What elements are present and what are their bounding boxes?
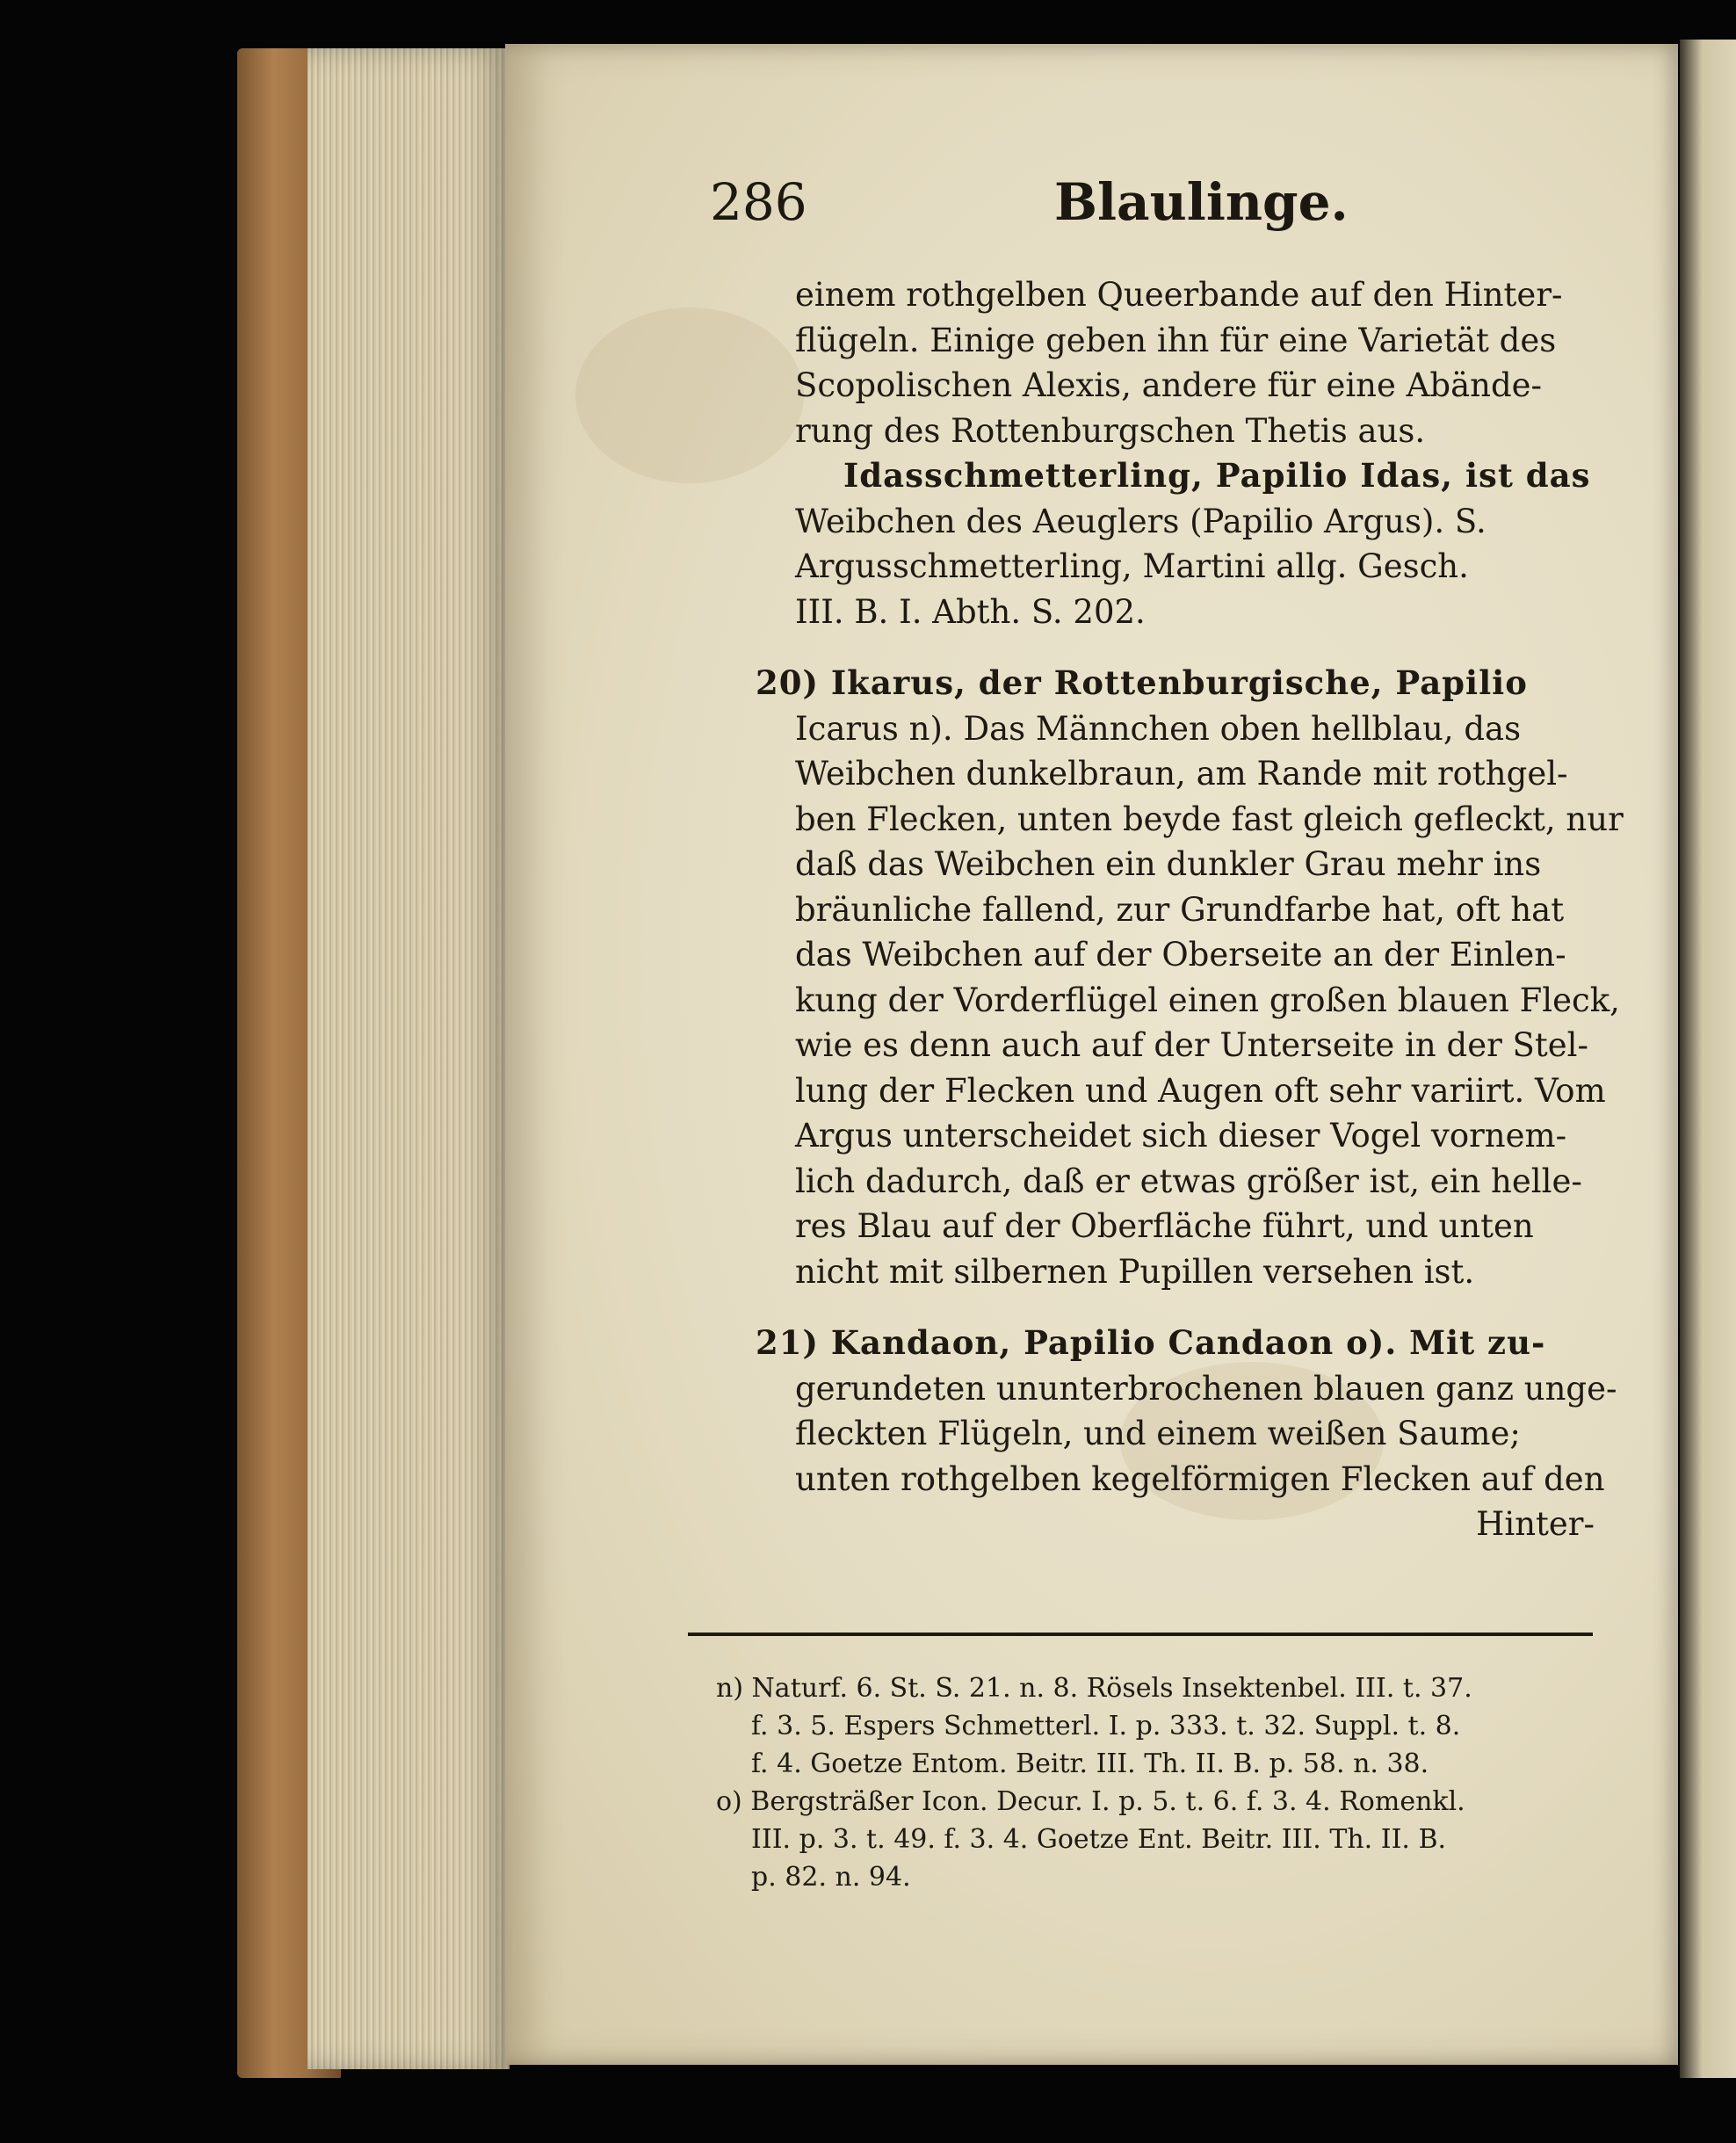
text-line: fleckten Flügeln, und einem weißen Saume; (795, 1415, 1521, 1452)
text-line: unten rothgelben kegelförmigen Flecken auf den (795, 1459, 1605, 1498)
entry-20-heading: 20) Ikarus, der Rottenburgische, Papilio (756, 663, 1528, 702)
page-number: 286 (710, 172, 807, 232)
footnote-line: f. 3. 5. Espers Schmetterl. I. p. 333. t. 32. Suppl. t. 8. (751, 1711, 1461, 1741)
running-head: Blaulinge. (1054, 172, 1349, 232)
footnote-rule (688, 1633, 1593, 1636)
text-line: ben Flecken, unten beyde fast gleich gefleckt, nur (795, 800, 1624, 838)
footnote-line: III. p. 3. t. 49. f. 3. 4. Goetze Ent. Beitr. III. Th. II. B. (751, 1824, 1447, 1855)
footnote-line: f. 4. Goetze Entom. Beitr. III. Th. II. B. p. 58. n. 38. (751, 1748, 1429, 1779)
footnotes (716, 1669, 1595, 1896)
text-line: lung der Flecken und Augen oft sehr variirt. Vom (795, 1071, 1606, 1110)
text-line: flügeln. Einige geben ihn für eine Varietät des (795, 321, 1557, 359)
text-line: Weibchen des Aeuglers (Papilio Argus). S. (795, 502, 1486, 540)
text-line: Scopolischen Alexis, andere für eine Abände- (795, 366, 1543, 404)
text-line: Argusschmetterling, Martini allg. Gesch. (795, 547, 1469, 585)
next-page-edge (1680, 40, 1736, 2078)
text-line: Icarus n). Das Männchen oben hellblau, das (795, 709, 1522, 748)
page-edges (307, 48, 510, 2069)
text-line: Weibchen dunkelbraun, am Rande mit rothgel- (795, 755, 1568, 793)
footnote-n: n) Naturf. 6. St. S. 21. n. 8. Rösels Insektenbel. III. t. 37. (716, 1673, 1472, 1704)
text-line: das Weibchen auf der Oberseite an der Einlen- (795, 936, 1566, 974)
text-line: daß das Weibchen ein dunkler Grau mehr ins (795, 845, 1542, 883)
footnote-line: p. 82. n. 94. (751, 1862, 911, 1893)
paper-stain (575, 308, 804, 483)
text-line: nicht mit silbernen Pupillen versehen ist. (795, 1252, 1475, 1291)
text-line: lich dadurch, daß er etwas größer ist, ein helle- (795, 1162, 1582, 1200)
text-line: kung der Vorderflügel einen großen blauen Fleck, (795, 981, 1620, 1019)
text-line: einem rothgelben Queerbande auf den Hinter- (795, 276, 1563, 314)
paragraph-gap (795, 1294, 1595, 1321)
entry-idas-heading: Idasschmetterling, Papilio Idas, ist das (843, 456, 1591, 495)
entry-21-heading: 21) Kandaon, Papilio Candaon o). Mit zu- (756, 1323, 1546, 1362)
text-line: gerundeten ununterbrochenen blauen ganz unge- (795, 1369, 1617, 1408)
text-line: Argus unterscheidet sich dieser Vogel vornem- (795, 1117, 1567, 1155)
text-line: res Blau auf der Oberfläche führt, und unten (795, 1207, 1534, 1245)
catchword: Hinter- (1476, 1505, 1595, 1543)
text-line: III. B. I. Abth. S. 202. (795, 592, 1146, 631)
text-line: bräunliche fallend, zur Grundfarbe hat, oft hat (795, 890, 1565, 929)
body-text (756, 272, 1624, 1547)
text-line: wie es denn auch auf der Unterseite in der Stel- (795, 1026, 1588, 1064)
text-line: rung des Rottenburgschen Thetis aus. (795, 411, 1426, 450)
footnote-o: o) Bergsträßer Icon. Decur. I. p. 5. t. 6. f. 3. 4. Romenkl. (716, 1786, 1465, 1817)
paragraph-gap (795, 634, 1595, 661)
